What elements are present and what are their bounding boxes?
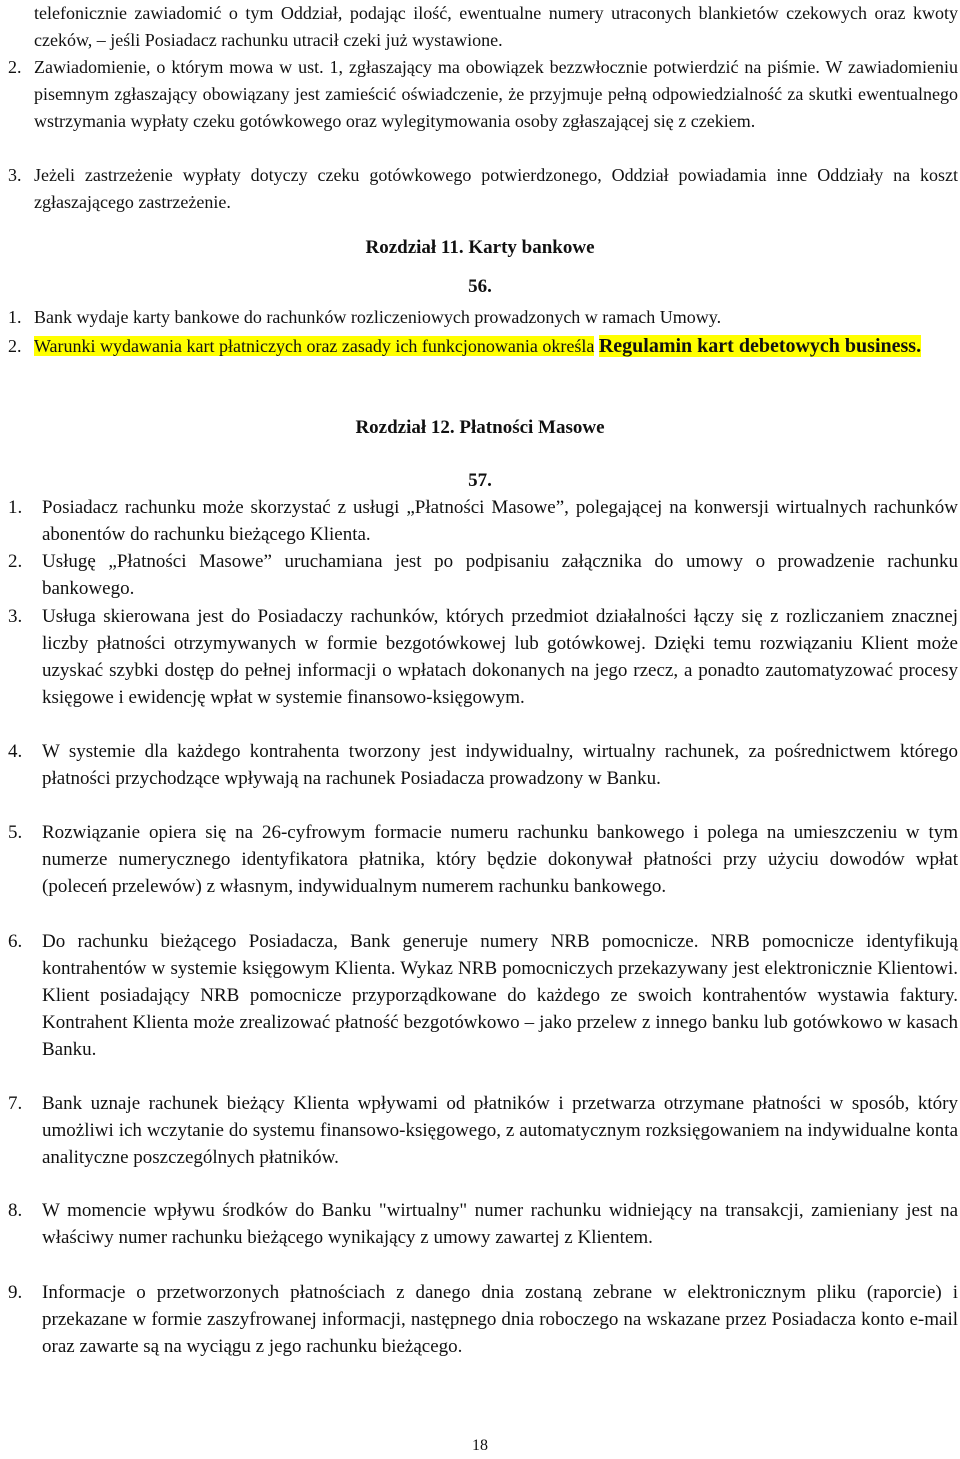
item-number: 1. [8,307,22,327]
ch12-item-9 [8,1279,958,1360]
item-number: 6. [8,931,23,952]
item-number: 4. [8,741,23,762]
continuation-paragraph [8,0,958,54]
section-56-number: 56. [468,276,492,297]
item-number: 2. [8,551,23,572]
paragraph-3 [8,162,958,216]
item-number: 9. [8,1282,23,1303]
highlighted-text: Warunki wydawania kart płatniczych oraz zasady ich funkcjonowania określa [34,336,595,356]
ch12-item-5 [8,819,958,900]
ch12-item-4 [8,738,958,792]
item-number: 1. [8,497,23,518]
item-text: Informacje o przetworzonych płatnościach z danego dnia zostaną zebrane w elektronicznym pliku (raporcie) i przekazane w formie zaszyfrowanej informacji, następnego dnia roboczego na wskazane przez Posiadacza konto e-mail oraz zawarte są na wyciągu z jego rachunku bieżącego. [42,1282,958,1357]
item-text: Bank wydaje karty bankowe do rachunków rozliczeniowych prowadzonych w ramach Umowy. [34,307,722,327]
item-text: Posiadacz rachunku może skorzystać z usługi „Płatności Masowe”, polegającej na konwersji wirtualnych rachunków abonentów do rachunku bieżącego Klienta. [42,497,958,545]
chapter-11-heading: Rozdział 11. Karty bankowe [365,237,595,258]
chapter-12-heading: Rozdział 12. Płatności Masowe [355,417,605,438]
paragraph-text: Jeżeli zastrzeżenie wypłaty dotyczy czeku gotówkowego potwierdzonego, Oddział powiadamia inne Oddziały na koszt zgłaszającego zastrzeżenie. [34,165,958,212]
paragraph-number: 3. [8,165,22,185]
regulation-name: Regulamin kart debetowych business. [598,335,922,357]
section-57-number: 57. [468,470,492,491]
item-text: Rozwiązanie opiera się na 26-cyfrowym formacie numeru rachunku bankowego i polega na umieszczeniu w tym numerze numerycznego identyfikatora płatnika, który będzie dokonywał płatności przy użyciu dowodów wpłat (poleceń przelewów) z własnym, indywidualnym numerem rachunku bankowego. [42,822,958,897]
item-text: Do rachunku bieżącego Posiadacza, Bank generuje numery NRB pomocnicze. NRB pomocnicze identyfikują kontrahentów w systemie księgowym Klienta. Wykaz NRB pomocniczych przekazywany jest elektronicznie Klientowi. Klient posiadający NRB pomocnicze przyporządkowane do każdego ze swoich kontrahentów wystawia faktury. Kontrahent Klienta może zrealizować płatność bezgotówkowo – jako przelew z innego banku lub gotówkowo w kasach Banku. [42,931,958,1060]
ch12-item-8 [8,1197,958,1251]
paragraph-2 [8,54,958,135]
ch12-item-7 [8,1090,958,1171]
item-text: Usługa skierowana jest do Posiadaczy rachunków, których przedmiot działalności łączy się z rozliczaniem znacznej liczby płatności otrzymywanych w formie bezgotówkowej lub gotówkowej. Dzięki temu rozwiązaniu Klient może uzyskać szybki dostęp do pełnej informacji o wpłatach dokonanych na jego rzecz, a ponadto zautomatyzować procesy księgowe i ewidencję wpłat w systemie finansowo-księgowym. [42,606,958,708]
ch11-item-2 [8,331,958,362]
item-text: Bank uznaje rachunek bieżący Klienta wpływami od płatników i przetwarza otrzymane płatności w sposób, który umożliwi ich wczytanie do systemu finansowo-księgowego, z automatycznym rozksięgowaniem na indywidualne konta analityczne poszczególnych płatników. [42,1093,958,1168]
item-number: 5. [8,822,23,843]
item-text: W systemie dla każdego kontrahenta tworzony jest indywidualny, wirtualny rachunek, za pośrednictwem którego płatności przychodzące wpływają na rachunek Posiadacza prowadzony w Banku. [42,741,958,789]
item-number: 8. [8,1200,23,1221]
item-number: 7. [8,1093,23,1114]
paragraph-number: 2. [8,57,22,77]
page-number: 18 [472,1437,488,1454]
item-number: 2. [8,336,22,356]
item-text: W momencie wpływu środków do Banku "wirtualny" numer rachunku widniejący na transakcji, zamieniany jest na właściwy numer rachunku bieżącego wynikający z umowy zawartej z Klientem. [42,1200,958,1248]
continuation-text: telefonicznie zawiadomić o tym Oddział, podając ilość, ewentualne numery utraconych blankietów czekowych oraz kwoty czeków, – jeśli Posiadacz rachunku utracił czeki już wystawione. [34,3,958,50]
ch12-item-6 [8,928,958,1063]
ch12-item-2 [8,548,958,602]
ch12-item-3 [8,603,958,711]
item-text: Usługę „Płatności Masowe” uruchamiana jest po podpisaniu załącznika do umowy o prowadzenie rachunku bankowego. [42,551,958,599]
item-number: 3. [8,606,23,627]
paragraph-text: Zawiadomienie, o którym mowa w ust. 1, zgłaszający ma obowiązek bezzwłocznie potwierdzić na piśmie. W zawiadomieniu pisemnym zgłaszający obowiązany jest zamieścić oświadczenie, że przyjmuje pełną odpowiedzialność za skutki ewentualnego wstrzymania wypłaty czeku gotówkowego oraz wylegitymowania osoby zgłaszającej się z czekiem. [34,57,958,131]
ch11-item-1 [8,304,958,331]
ch12-item-1 [8,494,958,548]
